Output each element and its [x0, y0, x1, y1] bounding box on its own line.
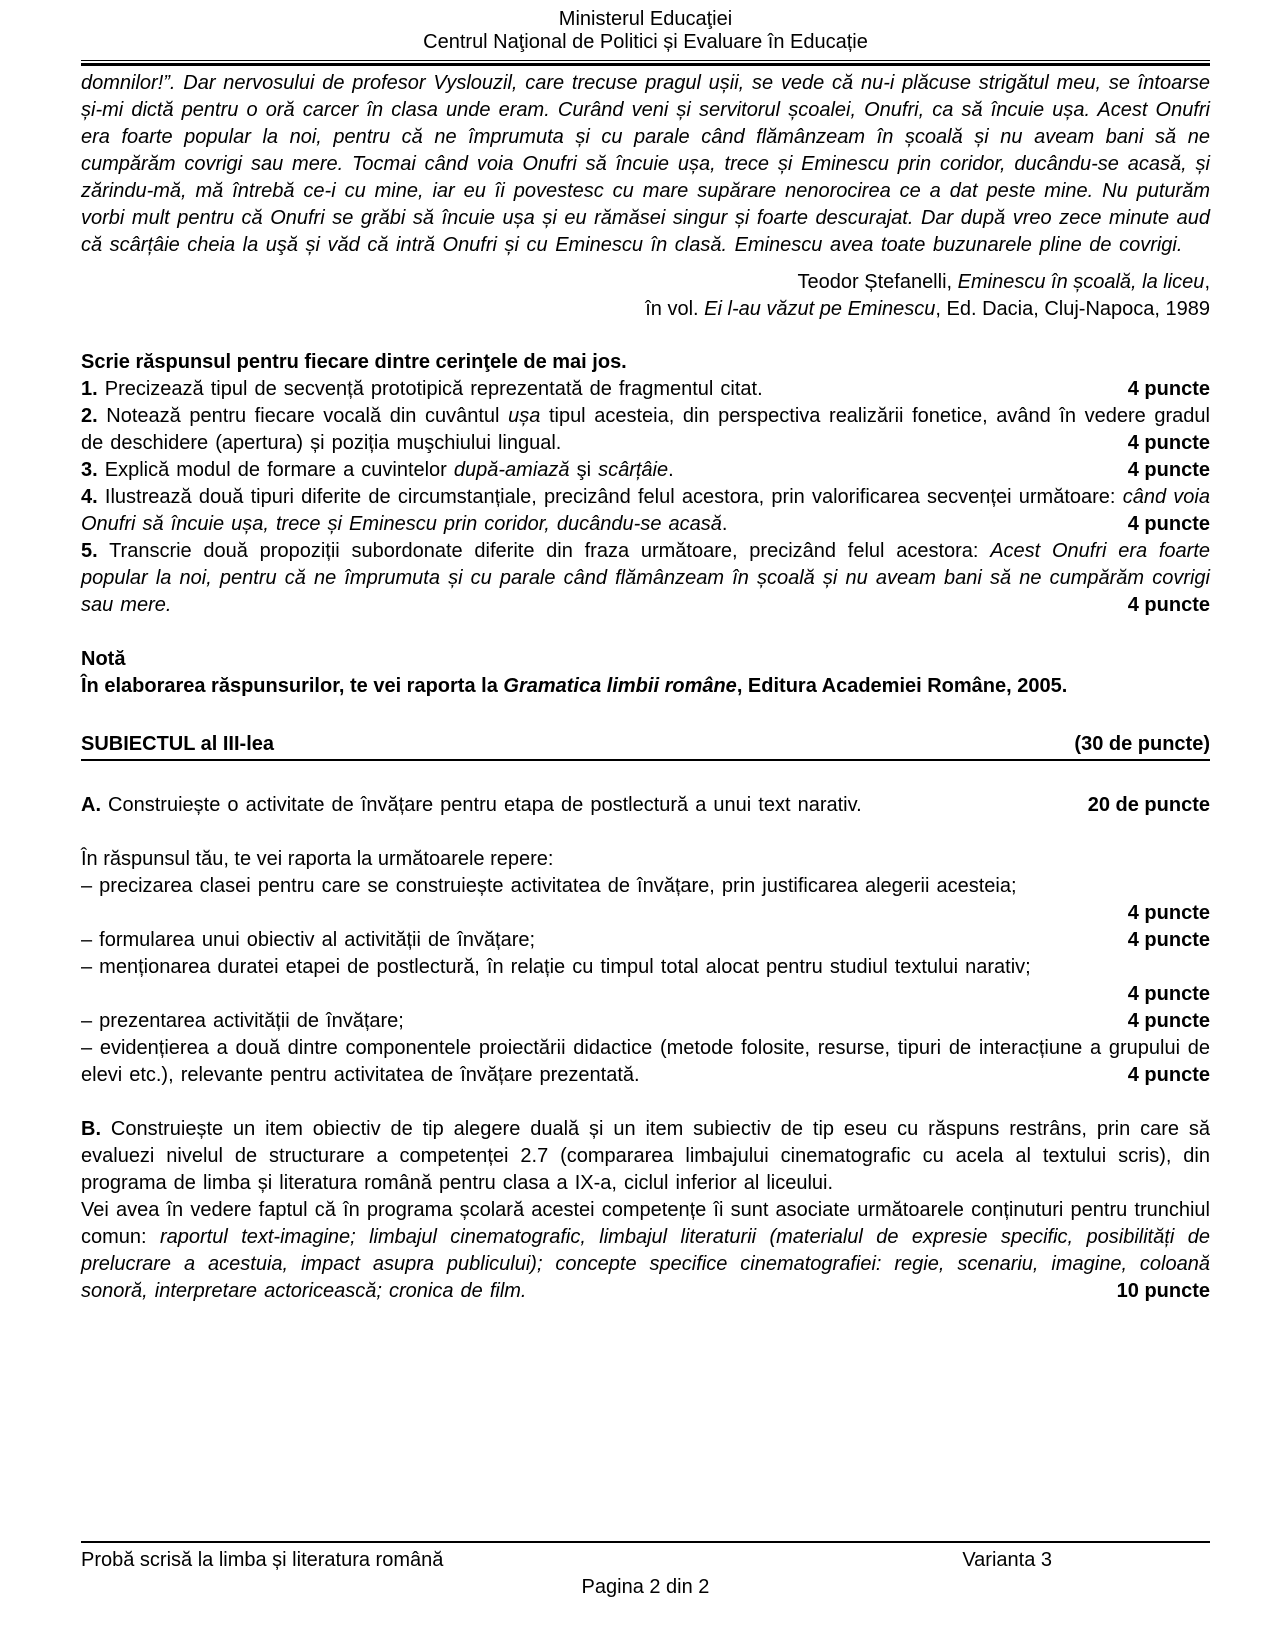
- quoted-fragment-text: domnilor!”. Dar nervosului de profesor Vyslouzil, care trecuse pragul ușii, se vede că nu-i plăcuse strigătul meu, se întoarse și-mi dictă pentru o oră carcer în clasa unde eram. Curând veni și servitorul școalei, Onufri, ca să încuie ușa. Acest Onufri era foarte popular la noi, pentru că ne împrumuta și cu parale când flămânzeam în școală și nu aveam bani să ne cumpărăm covrigi sau mere. Tocmai când voia Onufri să încuie ușa, trece și Eminescu prin coridor, ducându-se acasă, și zărindu-mă, mă întrebă ce-i cu mine, iar eu îi povestesc cu mare supărare nenorocirea ce a dat peste mine. Nu puturăm vorbi mult pentru că Onufri se grăbi să încuie ușa și eu rămăsei singur și foarte descurajat. Dar după vreo zece minute aud că scârțâie cheia la uşă și văd că intră Onufri și cu Eminescu în clasă. Eminescu avea toate buzunarele pline de covrigi.: [81, 72, 1210, 256]
- subject3-a-task: 20 de puncte A. Construiește o activitate de învățare pentru etapa de postlectură a unui text narativ.: [81, 792, 1210, 819]
- question-1-points: 4 puncte: [1127, 378, 1210, 400]
- note-text: În elaborarea răspunsurilor, te vei raporta la Gramatica limbii române, Editura Academiei Române, 2005.: [81, 675, 1068, 697]
- footer-variant: Varianta 3: [962, 1549, 1052, 1571]
- task-b-label: B.: [81, 1118, 101, 1140]
- question-2-points: 4 puncte: [1127, 432, 1210, 454]
- question-5-excerpt: Acest Onufri era foarte popular la noi, pentru că ne împrumuta și cu parale când flămânzeam în școală și nu aveam bani să ne cumpărăm covrigi sau mere.: [81, 540, 1210, 616]
- task-a-points: 20 de puncte: [1087, 794, 1210, 816]
- task-b-points: 10 puncte: [1116, 1280, 1210, 1302]
- footer-exam-name: Probă scrisă la limba și literatura română: [81, 1549, 444, 1571]
- attribution-volume-title: Ei l-au văzut pe Eminescu: [704, 298, 936, 320]
- subject3-b-task: [81, 1116, 1210, 1305]
- question-5: 4 puncte 5. Transcrie două propoziții subordonate diferite din fraza următoare, precizând felul acestora: Acest Onufri era foarte popular la noi, pentru că ne împrumuta și cu parale când flămânzeam în școală și nu aveam bani să ne cumpărăm covrigi sau mere.: [81, 538, 1210, 619]
- question-1-number: 1.: [81, 378, 98, 400]
- reper-3-points: 4 puncte: [1127, 983, 1210, 1005]
- attribution-line-1: Teodor Ștefanelli, Eminescu în școală, la liceu,: [797, 271, 1210, 293]
- subject3-heading-row: [81, 731, 1210, 761]
- footer-rule: [81, 1541, 1210, 1543]
- question-5-number: 5.: [81, 540, 98, 562]
- question-3-term-1: după-amiază: [453, 459, 570, 481]
- repere-intro: În răspunsul tău, te vei raporta la următoarele repere:: [81, 848, 554, 870]
- center-name: Centrul Naţional de Politici și Evaluare în Educație: [423, 31, 868, 53]
- page-footer: [81, 1541, 1210, 1601]
- document-header: [81, 8, 1210, 54]
- page-content: [81, 8, 1210, 1305]
- task-b-paragraph-1: B. Construiește un item obiectiv de tip alegere duală și un item subiectiv de tip eseu cu răspuns restrâns, prin care să evaluezi nivelul de structurare a competenței 2.7 (compararea limbajului cinematografic cu acela al textului scris), din programa de limba și literatura română pentru clasa a IX-a, ciclul inferior al liceului.: [81, 1118, 1210, 1194]
- reper-item-2: 4 puncte – formularea unui obiectiv al activității de învățare;: [81, 927, 1210, 954]
- quote-attribution: [81, 269, 1210, 323]
- reper-item-3: – menționarea duratei etapei de postlectură, în relație cu timpul total alocat pentru studiul textului narativ; 4 puncte: [81, 954, 1210, 1008]
- footer-page-number: Pagina 2 din 2: [581, 1576, 710, 1598]
- note-title: Notă: [81, 648, 126, 670]
- reper-4-points: 4 puncte: [1127, 1010, 1210, 1032]
- question-1: 4 puncte 1. Precizează tipul de secvență prototipică reprezentată de fragmentul citat.: [81, 376, 1210, 403]
- task-b-paragraph-2: 10 puncte Vei avea în vedere faptul că în programa școlară acestei competențe îi sunt asociate următoarele conținuturi pentru trunchiul comun: raportul text-imagine; limbajul cinematografic, limbajul literaturii (materialul de expresie specific, posibilități de prelucrare a acestuia, impact asupra publicului); concepte specifice cinematografiei: regie, scenariu, imagine, coloană sonoră, interpretare actoricească; cronica de film.: [81, 1197, 1210, 1305]
- question-3-points: 4 puncte: [1127, 459, 1210, 481]
- tasks-heading: Scrie răspunsul pentru fiecare dintre cerinţele de mai jos.: [81, 351, 627, 373]
- question-3-number: 3.: [81, 459, 98, 481]
- note-reference-title: Gramatica limbii române: [503, 675, 737, 697]
- ministry-name: Ministerul Educaţiei: [558, 8, 733, 30]
- subject3-title: SUBIECTUL al III-lea: [81, 733, 275, 755]
- reper-item-4: 4 puncte – prezentarea activității de învățare;: [81, 1008, 1210, 1035]
- question-3: 4 puncte 3. Explică modul de formare a cuvintelor după-amiază şi scârțâie.: [81, 457, 1210, 484]
- question-4: 4 puncte 4. Ilustrează două tipuri diferite de circumstanțiale, precizând felul acestora, prin valorificarea secvenței următoare: când voia Onufri să încuie ușa, trece și Eminescu prin coridor, ducându-se acasă.: [81, 484, 1210, 538]
- reper-item-1: – precizarea clasei pentru care se construiește activitatea de învățare, prin justificarea alegerii acesteia; 4 puncte: [81, 873, 1210, 927]
- question-2-number: 2.: [81, 405, 98, 427]
- question-4-number: 4.: [81, 486, 98, 508]
- question-2: 4 puncte 2. Notează pentru fiecare vocală din cuvântul ușa tipul acesteia, din perspectiva realizării fonetice, având în vedere gradul de deschidere (apertura) și poziția muşchiului lingual.: [81, 403, 1210, 457]
- quoted-fragment: [81, 70, 1210, 259]
- task-b-contents-list: raportul text-imagine; limbajul cinematografic, limbajul literaturii (materialul de expresie specific, posibilități de prelucrare a acestuia, impact asupra publicului); concepte specifice cinematografiei: regie, scenariu, imagine, coloană sonoră, interpretare actoricească; cronica de film.: [81, 1226, 1210, 1302]
- reper-1-points: 4 puncte: [1127, 902, 1210, 924]
- attribution-work-title: Eminescu în școală, la liceu: [957, 271, 1205, 293]
- reper-2-points: 4 puncte: [1127, 929, 1210, 951]
- question-4-points: 4 puncte: [1127, 513, 1210, 535]
- question-2-term: ușa: [508, 405, 541, 427]
- reper-item-5: 4 puncte – evidențierea a două dintre componentele proiectării didactice (metode folosite, resurse, tipuri de interacțiune a grupului de elevi etc.), relevante pentru activitatea de învățare prezentată.: [81, 1035, 1210, 1089]
- reper-5-points: 4 puncte: [1127, 1064, 1210, 1086]
- question-5-points: 4 puncte: [1127, 594, 1210, 616]
- subject3-points: (30 de puncte): [1074, 733, 1210, 755]
- question-4-excerpt: când voia Onufri să încuie ușa, trece și Eminescu prin coridor, ducându-se acasă: [81, 486, 1210, 535]
- header-rule: [81, 60, 1210, 66]
- attribution-line-2: în vol. Ei l-au văzut pe Eminescu, Ed. Dacia, Cluj-Napoca, 1989: [645, 298, 1210, 320]
- question-3-term-2: scârțâie: [598, 459, 669, 481]
- task-a-label: A.: [81, 794, 101, 816]
